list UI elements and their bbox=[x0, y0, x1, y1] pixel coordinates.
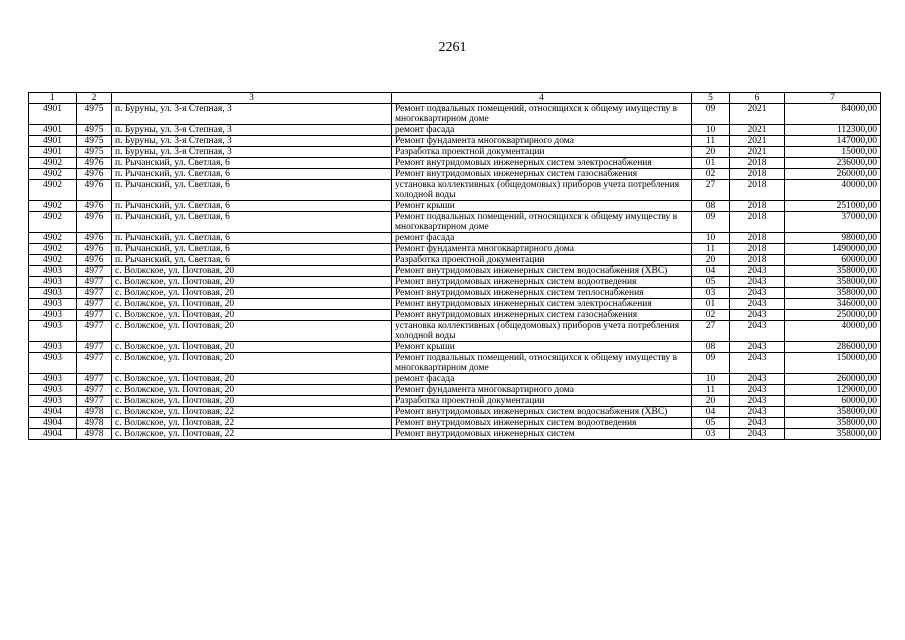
cell-work-type: Ремонт внутридомовых инженерных систем водоснабжения (ХВС) bbox=[392, 407, 692, 418]
column-header: 3 bbox=[112, 93, 392, 104]
cell-address: с. Волжское, ул. Почтовая, 22 bbox=[112, 407, 392, 418]
table-row bbox=[29, 407, 881, 418]
cell-work-code: 03 bbox=[692, 429, 730, 440]
cell-work-code: 02 bbox=[692, 310, 730, 321]
cell-work-type: Ремонт внутридомовых инженерных систем bbox=[392, 429, 692, 440]
cell-house-number: 4976 bbox=[77, 158, 112, 169]
cell-cost: 358000,00 bbox=[785, 277, 881, 288]
cell-cost: 60000,00 bbox=[785, 255, 881, 266]
cell-work-type: Ремонт фундамента многоквартирного дома bbox=[392, 244, 692, 255]
cell-work-code: 01 bbox=[692, 299, 730, 310]
table-row bbox=[29, 342, 881, 353]
cell-work-code: 10 bbox=[692, 125, 730, 136]
cell-year: 2018 bbox=[730, 255, 785, 266]
cell-work-code: 04 bbox=[692, 407, 730, 418]
cell-year: 2043 bbox=[730, 266, 785, 277]
cell-house-number: 4977 bbox=[77, 374, 112, 385]
cell-work-code: 10 bbox=[692, 374, 730, 385]
cell-address: п. Буруны, ул. 3-я Степная, 3 bbox=[112, 147, 392, 158]
cell-cost: 84000,00 bbox=[785, 104, 881, 125]
cell-work-type: Разработка проектной документации bbox=[392, 396, 692, 407]
cell-house-number: 4977 bbox=[77, 266, 112, 277]
cell-work-code: 10 bbox=[692, 233, 730, 244]
cell-object-number: 4903 bbox=[29, 342, 77, 353]
table-row bbox=[29, 288, 881, 299]
cell-year: 2021 bbox=[730, 136, 785, 147]
cell-year: 2043 bbox=[730, 418, 785, 429]
table-row bbox=[29, 125, 881, 136]
cell-house-number: 4977 bbox=[77, 396, 112, 407]
cell-year: 2018 bbox=[730, 158, 785, 169]
page-number: 2261 bbox=[438, 40, 467, 55]
cell-cost: 40000,00 bbox=[785, 321, 881, 342]
cell-object-number: 4903 bbox=[29, 321, 77, 342]
cell-object-number: 4902 bbox=[29, 169, 77, 180]
cell-cost: 60000,00 bbox=[785, 396, 881, 407]
table-row bbox=[29, 353, 881, 374]
cell-cost: 358000,00 bbox=[785, 418, 881, 429]
cell-year: 2043 bbox=[730, 277, 785, 288]
cell-house-number: 4977 bbox=[77, 385, 112, 396]
cell-work-code: 03 bbox=[692, 288, 730, 299]
cell-year: 2043 bbox=[730, 429, 785, 440]
cell-address: п. Рычанский, ул. Светлая, 6 bbox=[112, 255, 392, 266]
table-row bbox=[29, 180, 881, 201]
cell-work-type: Разработка проектной документации bbox=[392, 255, 692, 266]
cell-object-number: 4902 bbox=[29, 255, 77, 266]
cell-house-number: 4976 bbox=[77, 233, 112, 244]
cell-house-number: 4977 bbox=[77, 353, 112, 374]
cell-work-type: Ремонт внутридомовых инженерных систем водоотведения bbox=[392, 418, 692, 429]
cell-address: с. Волжское, ул. Почтовая, 20 bbox=[112, 299, 392, 310]
cell-address: п. Буруны, ул. 3-я Степная, 3 bbox=[112, 125, 392, 136]
column-header: 4 bbox=[392, 93, 692, 104]
cell-year: 2043 bbox=[730, 321, 785, 342]
cell-object-number: 4903 bbox=[29, 266, 77, 277]
cell-house-number: 4977 bbox=[77, 342, 112, 353]
table-row bbox=[29, 429, 881, 440]
table-row bbox=[29, 299, 881, 310]
table-row bbox=[29, 212, 881, 233]
cell-work-type: установка коллективных (общедомовых) приборов учета потребления холодной воды bbox=[392, 180, 692, 201]
column-header: 5 bbox=[692, 93, 730, 104]
cell-year: 2018 bbox=[730, 201, 785, 212]
cell-house-number: 4978 bbox=[77, 429, 112, 440]
cell-house-number: 4976 bbox=[77, 244, 112, 255]
cell-work-code: 04 bbox=[692, 266, 730, 277]
cell-cost: 112300,00 bbox=[785, 125, 881, 136]
cell-cost: 15000,00 bbox=[785, 147, 881, 158]
cell-year: 2043 bbox=[730, 288, 785, 299]
cell-object-number: 4901 bbox=[29, 125, 77, 136]
cell-address: с. Волжское, ул. Почтовая, 20 bbox=[112, 277, 392, 288]
cell-object-number: 4903 bbox=[29, 396, 77, 407]
cell-house-number: 4976 bbox=[77, 180, 112, 201]
cell-address: с. Волжское, ул. Почтовая, 22 bbox=[112, 418, 392, 429]
cell-address: с. Волжское, ул. Почтовая, 20 bbox=[112, 342, 392, 353]
table-row bbox=[29, 374, 881, 385]
cell-address: с. Волжское, ул. Почтовая, 20 bbox=[112, 288, 392, 299]
cell-cost: 260000,00 bbox=[785, 169, 881, 180]
cell-work-type: Ремонт крыши bbox=[392, 201, 692, 212]
cell-address: п. Рычанский, ул. Светлая, 6 bbox=[112, 158, 392, 169]
cell-object-number: 4903 bbox=[29, 385, 77, 396]
cell-cost: 37000,00 bbox=[785, 212, 881, 233]
cell-object-number: 4902 bbox=[29, 212, 77, 233]
cell-address: п. Рычанский, ул. Светлая, 6 bbox=[112, 169, 392, 180]
cell-object-number: 4904 bbox=[29, 407, 77, 418]
cell-address: с. Волжское, ул. Почтовая, 20 bbox=[112, 266, 392, 277]
cell-address: п. Буруны, ул. 3-я Степная, 3 bbox=[112, 136, 392, 147]
cell-work-type: Ремонт фундамента многоквартирного дома bbox=[392, 136, 692, 147]
table-row bbox=[29, 396, 881, 407]
cell-cost: 358000,00 bbox=[785, 407, 881, 418]
cell-work-code: 01 bbox=[692, 158, 730, 169]
cell-house-number: 4976 bbox=[77, 169, 112, 180]
cell-house-number: 4975 bbox=[77, 136, 112, 147]
cell-work-type: Ремонт внутридомовых инженерных систем электроснабжения bbox=[392, 299, 692, 310]
header-row bbox=[29, 93, 881, 104]
table-body bbox=[29, 104, 881, 440]
cell-cost: 286000,00 bbox=[785, 342, 881, 353]
table-row bbox=[29, 255, 881, 266]
cell-work-type: Ремонт внутридомовых инженерных систем теплоснабжения bbox=[392, 288, 692, 299]
cell-work-code: 11 bbox=[692, 136, 730, 147]
cell-address: п. Рычанский, ул. Светлая, 6 bbox=[112, 233, 392, 244]
cell-object-number: 4901 bbox=[29, 147, 77, 158]
cell-cost: 98000,00 bbox=[785, 233, 881, 244]
cell-address: п. Рычанский, ул. Светлая, 6 bbox=[112, 180, 392, 201]
cell-work-type: ремонт фасада bbox=[392, 125, 692, 136]
cell-cost: 250000,00 bbox=[785, 310, 881, 321]
cell-work-type: ремонт фасада bbox=[392, 374, 692, 385]
cell-year: 2021 bbox=[730, 147, 785, 158]
cell-work-code: 20 bbox=[692, 396, 730, 407]
cell-house-number: 4976 bbox=[77, 212, 112, 233]
cell-address: п. Буруны, ул. 3-я Степная, 3 bbox=[112, 104, 392, 125]
cell-house-number: 4975 bbox=[77, 147, 112, 158]
cell-work-type: Ремонт внутридомовых инженерных систем газоснабжения bbox=[392, 169, 692, 180]
cell-work-type: Ремонт внутридомовых инженерных систем электроснабжения bbox=[392, 158, 692, 169]
cell-object-number: 4902 bbox=[29, 158, 77, 169]
cell-address: п. Рычанский, ул. Светлая, 6 bbox=[112, 244, 392, 255]
cell-object-number: 4903 bbox=[29, 353, 77, 374]
cell-work-code: 27 bbox=[692, 180, 730, 201]
cell-cost: 251000,00 bbox=[785, 201, 881, 212]
cell-work-type: установка коллективных (общедомовых) приборов учета потребления холодной воды bbox=[392, 321, 692, 342]
cell-address: с. Волжское, ул. Почтовая, 20 bbox=[112, 396, 392, 407]
cell-object-number: 4902 bbox=[29, 201, 77, 212]
cell-year: 2021 bbox=[730, 104, 785, 125]
cell-work-code: 20 bbox=[692, 147, 730, 158]
cell-cost: 358000,00 bbox=[785, 429, 881, 440]
cell-house-number: 4977 bbox=[77, 310, 112, 321]
cell-house-number: 4975 bbox=[77, 104, 112, 125]
cell-address: с. Волжское, ул. Почтовая, 22 bbox=[112, 429, 392, 440]
cell-cost: 346000,00 bbox=[785, 299, 881, 310]
cell-address: с. Волжское, ул. Почтовая, 20 bbox=[112, 374, 392, 385]
cell-work-code: 09 bbox=[692, 212, 730, 233]
table-row bbox=[29, 310, 881, 321]
cell-work-code: 09 bbox=[692, 353, 730, 374]
cell-work-type: Ремонт внутридомовых инженерных систем водоотведения bbox=[392, 277, 692, 288]
cell-address: с. Волжское, ул. Почтовая, 20 bbox=[112, 310, 392, 321]
column-header: 2 bbox=[77, 93, 112, 104]
cell-year: 2018 bbox=[730, 212, 785, 233]
cell-cost: 260000,00 bbox=[785, 374, 881, 385]
cell-house-number: 4977 bbox=[77, 299, 112, 310]
cell-house-number: 4977 bbox=[77, 288, 112, 299]
cell-work-code: 08 bbox=[692, 342, 730, 353]
cell-work-code: 02 bbox=[692, 169, 730, 180]
cell-object-number: 4902 bbox=[29, 180, 77, 201]
cell-year: 2043 bbox=[730, 310, 785, 321]
cell-work-type: Ремонт подвальных помещений, относящихся к общему имуществу в многоквартирном доме bbox=[392, 212, 692, 233]
cell-address: п. Рычанский, ул. Светлая, 6 bbox=[112, 201, 392, 212]
cell-address: п. Рычанский, ул. Светлая, 6 bbox=[112, 212, 392, 233]
cell-work-code: 05 bbox=[692, 277, 730, 288]
cell-year: 2018 bbox=[730, 180, 785, 201]
cell-house-number: 4976 bbox=[77, 255, 112, 266]
cell-year: 2043 bbox=[730, 374, 785, 385]
cell-object-number: 4901 bbox=[29, 104, 77, 125]
cell-object-number: 4903 bbox=[29, 277, 77, 288]
cell-cost: 358000,00 bbox=[785, 266, 881, 277]
cell-house-number: 4978 bbox=[77, 418, 112, 429]
table-row bbox=[29, 385, 881, 396]
cell-object-number: 4903 bbox=[29, 374, 77, 385]
cell-house-number: 4975 bbox=[77, 125, 112, 136]
cell-object-number: 4903 bbox=[29, 288, 77, 299]
table-row bbox=[29, 104, 881, 125]
cell-year: 2043 bbox=[730, 385, 785, 396]
table-row bbox=[29, 233, 881, 244]
cell-work-type: Ремонт внутридомовых инженерных систем газоснабжения bbox=[392, 310, 692, 321]
cell-year: 2043 bbox=[730, 353, 785, 374]
column-header: 1 bbox=[29, 93, 77, 104]
cell-year: 2018 bbox=[730, 169, 785, 180]
cell-year: 2018 bbox=[730, 244, 785, 255]
cell-work-type: Ремонт подвальных помещений, относящихся к общему имуществу в многоквартирном доме bbox=[392, 353, 692, 374]
cell-cost: 40000,00 bbox=[785, 180, 881, 201]
table-row bbox=[29, 201, 881, 212]
cell-house-number: 4977 bbox=[77, 321, 112, 342]
cell-work-code: 11 bbox=[692, 385, 730, 396]
table-row bbox=[29, 169, 881, 180]
cell-year: 2043 bbox=[730, 407, 785, 418]
cell-work-type: ремонт фасада bbox=[392, 233, 692, 244]
cell-work-code: 11 bbox=[692, 244, 730, 255]
cell-object-number: 4902 bbox=[29, 244, 77, 255]
cell-work-type: Ремонт фундамента многоквартирного дома bbox=[392, 385, 692, 396]
cell-year: 2043 bbox=[730, 396, 785, 407]
cell-house-number: 4978 bbox=[77, 407, 112, 418]
cell-cost: 236000,00 bbox=[785, 158, 881, 169]
table-row bbox=[29, 277, 881, 288]
cell-year: 2018 bbox=[730, 233, 785, 244]
cell-object-number: 4902 bbox=[29, 233, 77, 244]
column-header: 7 bbox=[785, 93, 881, 104]
table-row bbox=[29, 136, 881, 147]
cell-year: 2043 bbox=[730, 342, 785, 353]
cell-work-type: Ремонт подвальных помещений, относящихся к общему имуществу в многоквартирном доме bbox=[392, 104, 692, 125]
cell-address: с. Волжское, ул. Почтовая, 20 bbox=[112, 353, 392, 374]
cell-address: с. Волжское, ул. Почтовая, 20 bbox=[112, 385, 392, 396]
table-row bbox=[29, 158, 881, 169]
cell-object-number: 4903 bbox=[29, 299, 77, 310]
cell-year: 2021 bbox=[730, 125, 785, 136]
cell-work-code: 27 bbox=[692, 321, 730, 342]
cell-cost: 1490000,00 bbox=[785, 244, 881, 255]
cell-object-number: 4904 bbox=[29, 418, 77, 429]
cell-work-code: 05 bbox=[692, 418, 730, 429]
cell-object-number: 4903 bbox=[29, 310, 77, 321]
cell-work-code: 20 bbox=[692, 255, 730, 266]
cell-work-type: Разработка проектной документации bbox=[392, 147, 692, 158]
cell-house-number: 4977 bbox=[77, 277, 112, 288]
cell-year: 2043 bbox=[730, 299, 785, 310]
cell-object-number: 4901 bbox=[29, 136, 77, 147]
cell-cost: 129000,00 bbox=[785, 385, 881, 396]
cell-work-type: Ремонт крыши bbox=[392, 342, 692, 353]
cell-object-number: 4904 bbox=[29, 429, 77, 440]
table-row bbox=[29, 244, 881, 255]
column-header: 6 bbox=[730, 93, 785, 104]
table-row bbox=[29, 266, 881, 277]
cell-work-code: 08 bbox=[692, 201, 730, 212]
cell-work-type: Ремонт внутридомовых инженерных систем водоснабжения (ХВС) bbox=[392, 266, 692, 277]
works-table bbox=[28, 92, 881, 440]
cell-cost: 150000,00 bbox=[785, 353, 881, 374]
cell-work-code: 09 bbox=[692, 104, 730, 125]
cell-address: с. Волжское, ул. Почтовая, 20 bbox=[112, 321, 392, 342]
table-row bbox=[29, 147, 881, 158]
cell-cost: 147000,00 bbox=[785, 136, 881, 147]
cell-cost: 358000,00 bbox=[785, 288, 881, 299]
cell-house-number: 4976 bbox=[77, 201, 112, 212]
table-row bbox=[29, 321, 881, 342]
table-row bbox=[29, 418, 881, 429]
